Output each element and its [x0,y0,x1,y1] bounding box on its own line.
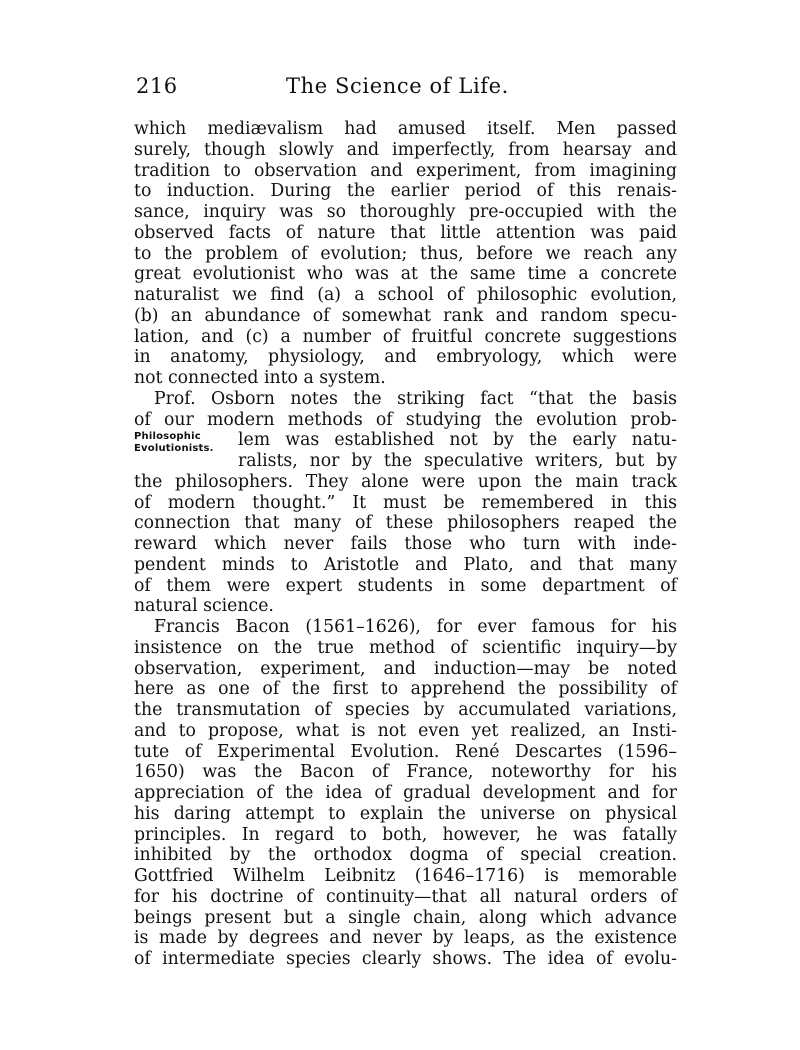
text-line: tradition to observation and experiment, from imagining [134,160,677,181]
body-text [134,119,677,970]
text-line: beings present but a single chain, along which advance [134,907,677,928]
text-line: his daring attempt to explain the universe on physical [134,803,677,824]
text-line: ralists, nor by the speculative writers, but by [238,451,677,471]
text-line: Francis Bacon (1561–1626), for ever famous for his [154,617,677,637]
text-line: inhibited by the orthodox dogma of special creation. [134,845,677,866]
text-line: the transmutation of species by accumulated variations, [134,700,677,720]
text-line: principles. In regard to both, however, he was fatally [134,824,677,845]
text-line: lation, and (c) a number of fruitful concrete suggestions [134,326,677,347]
text-line: is made by degrees and never by leaps, as the existence [134,928,677,949]
text-line: (b) an abundance of somewhat rank and random specu- [134,305,677,326]
text-line: observed facts of nature that little attention was paid [134,222,677,243]
text-line: observation, experiment, and induction—may be noted [134,658,677,679]
text-line: appreciation of the idea of gradual development and for [134,783,677,803]
text-line: lem was established not by the early natu- [238,430,677,451]
margin-note-line: Evolutionists. [134,443,214,454]
text-line: the philosophers. They alone were upon the main track [134,471,677,492]
text-line: Gottfried Wilhelm Leibnitz (1646–1716) is memorable [134,866,677,886]
text-line: in anatomy, physiology, and embryology, which were [134,347,677,368]
page-header [136,74,676,106]
text-line: Prof. Osborn notes the striking fact “that the basis [154,388,677,409]
text-line: sance, inquiry was so thoroughly pre-occupied with the [134,202,677,222]
text-line: to induction. During the earlier period of this renais- [134,181,677,202]
text-line: of intermediate species clearly shows. The idea of evolu- [134,949,677,969]
text-line: insistence on the true method of scientific inquiry—by [134,637,677,658]
text-line: here as one of the first to apprehend the possibility of [134,679,677,700]
text-line: pendent minds to Aristotle and Plato, and that many [134,554,677,575]
text-line: natural science. [134,596,274,617]
text-line: tute of Experimental Evolution. René Descartes (1596– [134,741,677,762]
page-number: 216 [136,74,178,98]
text-line: not connected into a system. [134,368,386,388]
text-line: naturalist we find (a) a school of philosophic evolution, [134,285,677,305]
text-line: of our modern methods of studying the evolution prob- [134,409,677,430]
margin-note-line: Philosophic [134,431,201,442]
text-line: to the problem of evolution; thus, before we reach any [134,243,677,264]
text-line: which mediævalism had amused itself. Men passed [134,119,677,139]
text-line: for his doctrine of continuity—that all natural orders of [134,886,677,907]
running-title: The Science of Life. [286,74,509,98]
text-line: connection that many of these philosophers reaped the [134,513,677,534]
text-line: 1650) was the Bacon of France, noteworthy for his [134,762,677,783]
text-line: surely, though slowly and imperfectly, from hearsay and [134,139,677,160]
text-line: great evolutionist who was at the same time a concrete [134,264,677,285]
text-line: reward which never fails those who turn with inde- [134,534,677,554]
text-line: of them were expert students in some department of [134,575,677,596]
text-line: and to propose, what is not even yet realized, an Insti- [134,720,677,741]
text-line: of modern thought.” It must be remembered in this [134,492,677,513]
